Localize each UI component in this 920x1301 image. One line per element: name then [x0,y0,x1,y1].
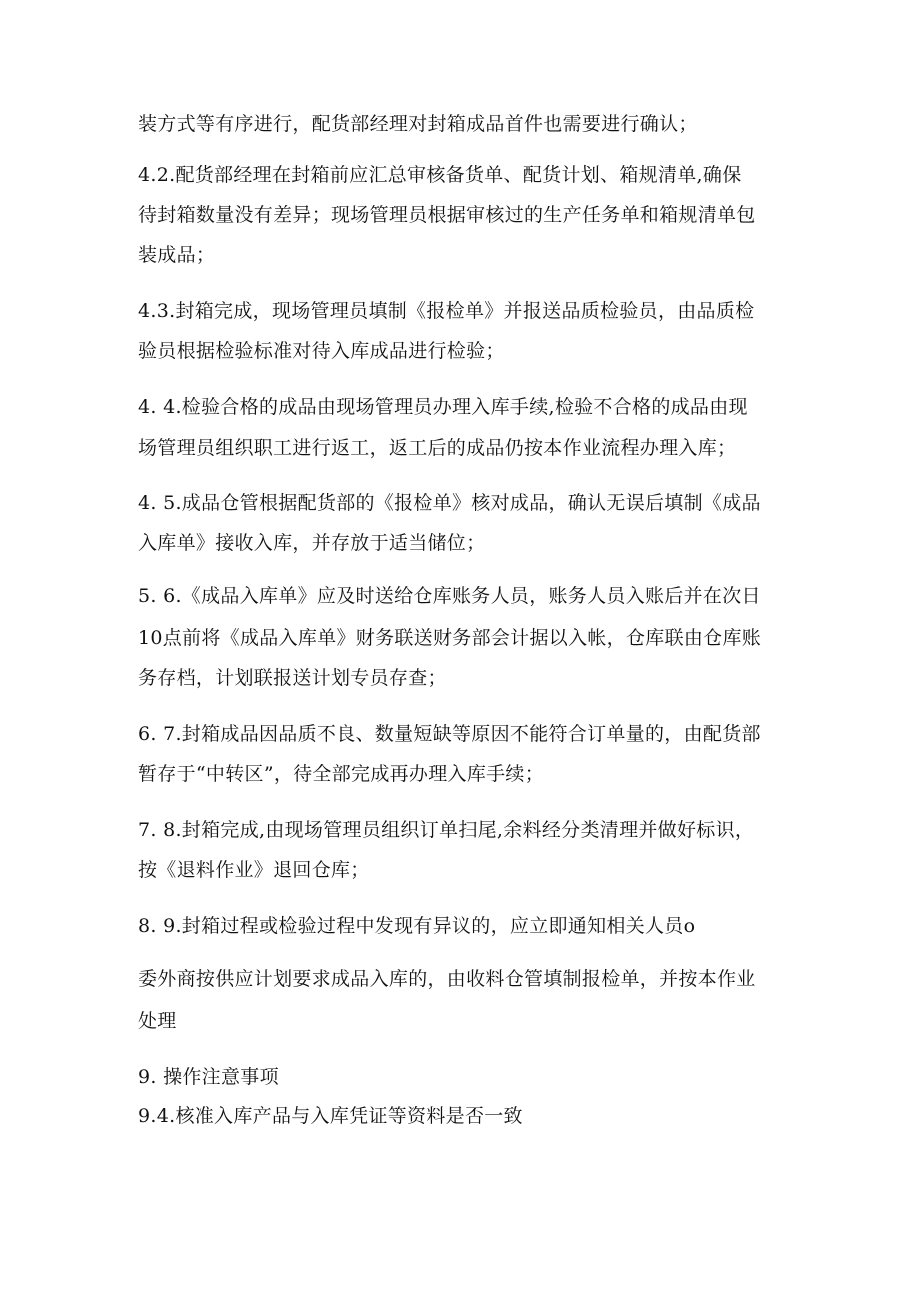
text-line: 务存档，计划联报送计划专员存查； [138,667,447,689]
text-line: 9. 操作注意事项 [138,1066,279,1088]
text-line: 4. 4.检验合格的成品由现场管理员办理入库手续,检验不合格的成品由现 [138,396,748,418]
text-line: 入库单》接收入库，并存放于适当储位； [138,532,486,554]
text-line: 4.3.封箱完成，现场管理员填制《报检单》并报送品质检验员，由品质检 [138,300,755,322]
text-line: 暂存于“中转区”，待全部完成再办理入库手续； [138,763,545,785]
text-line: 9.4.核准入库产品与入库凭证等资料是否一致 [138,1105,523,1127]
text-line: 处理 [138,1010,177,1032]
text-line: 按《退料作业》退回仓库； [138,859,370,881]
text-line: 6. 7.封箱成品因品质不良、数量短缺等原因不能符合订单量的，由配货部 [138,723,761,745]
text-line: 场管理员组织职工进行返工，返工后的成品仍按本作业流程办理入库； [138,437,737,459]
text-line: 委外商按供应计划要求成品入库的，由收料仓管填制报检单，并按本作业 [138,968,756,990]
text-line: 4. 5.成品仓管根据配货部的《报检单》核对成品，确认无误后填制《成品 [138,492,761,514]
text-line: 装方式等有序进行，配货部经理对封箱成品首件也需要进行确认； [138,113,698,135]
text-line: 装成品； [138,244,216,266]
text-line: 4.2.配货部经理在封箱前应汇总审核备货单、配货计划、箱规清单,确保 [138,164,742,186]
text-line: 8. 9.封箱过程或检验过程中发现有异议的，应立即通知相关人员o [138,915,696,937]
text-line: 待封箱数量没有差异；现场管理员根据审核过的生产任务单和箱规清单包 [138,204,756,226]
text-line: 10点前将《成品入库单》财务联送财务部会计据以入帐，仓库联由仓库账 [138,627,762,649]
text-line: 5. 6.《成品入库单》应及时送给仓库账务人员，账务人员入账后并在次日 [138,585,761,607]
text-line: 验员根据检验标准对待入库成品进行检验； [138,340,505,362]
text-line: 7. 8.封箱完成,由现场管理员组织订单扫尾,余料经分类清理并做好标识， [138,819,755,841]
